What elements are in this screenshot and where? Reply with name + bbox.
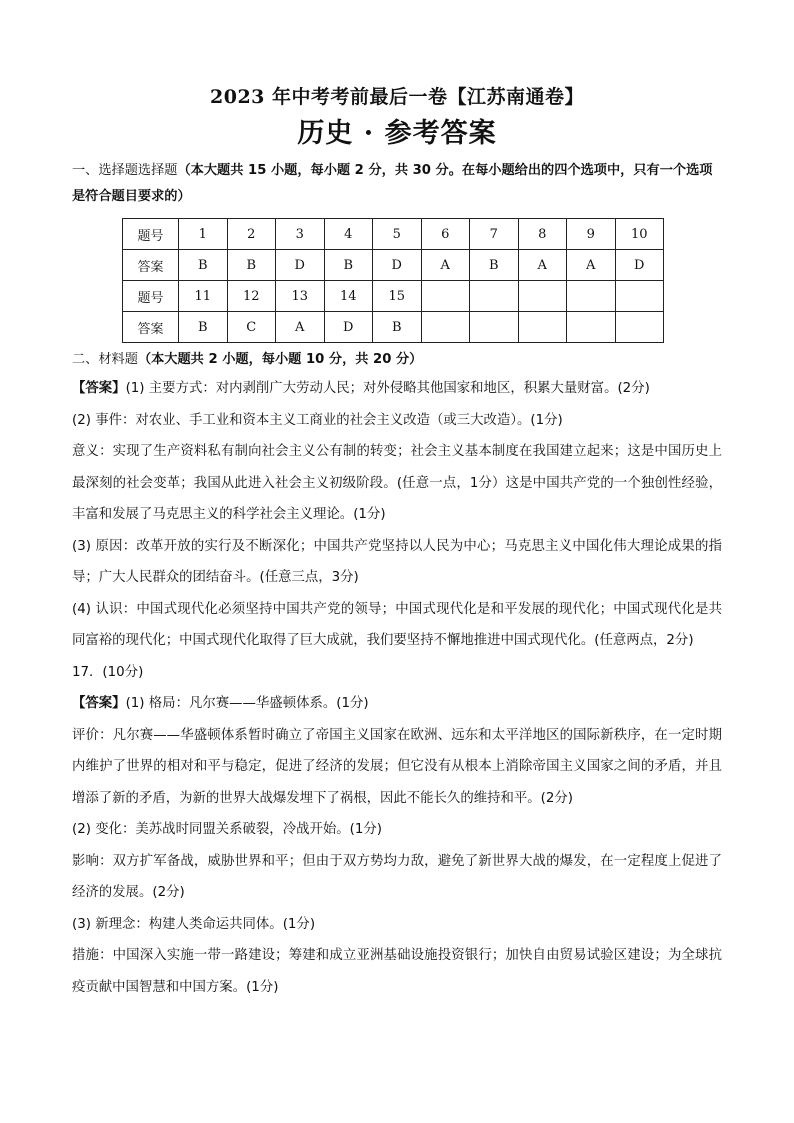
table-row [123,312,664,343]
q17-measures: 措施：中国深入实施一带一路建设；筹建和成立亚洲基础设施投资银行；加快自由贸易试验区建设；为全球抗疫贡献中国智慧和中国方案。(1分) [72,948,722,995]
table-row-header: 答案 [123,312,179,343]
table-cell: B [227,250,276,281]
section-two-instructions: （本大题共 2 小题，每小题 10 分，共 20 分） [137,352,423,367]
section-one-heading [72,158,722,210]
table-cell: 5 [373,219,422,250]
table-cell: A [276,312,325,343]
section-two-label: 二、材料题 [72,352,138,367]
q16-part4: (4) 认识：中国式现代化必须坚持中国共产党的领导；中国式现代化是和平发展的现代化；中国式现代化是共同富裕的现代化；中国式现代化取得了巨大成就，我们要坚持不懈地推进中国式现代化。(任意两点，2分) [72,601,722,648]
q16-part1 [72,373,722,405]
table-row-header: 答案 [123,250,179,281]
table-cell: 14 [324,281,373,312]
q17-part1 [72,688,722,720]
table-row [123,281,664,312]
table-cell [470,281,519,312]
table-cell: D [324,312,373,343]
table-cell: 15 [373,281,422,312]
table-cell [518,281,567,312]
table-cell [615,281,664,312]
table-row-header: 题号 [123,281,179,312]
table-cell: A [567,250,616,281]
q16-significance: 意义：实现了生产资料私有制向社会主义公有制的转变；社会主义基本制度在我国建立起来；这是中国历史上最深刻的社会变革；我国从此进入社会主义初级阶段。(任意一点，1分）这是中国共产党的一个独创性经验，丰富和发展了马克思主义的科学社会主义理论。(1分) [72,444,722,522]
table-cell: C [227,312,276,343]
q17-impact: 影响：双方扩军备战，威胁世界和平；但由于双方势均力敌，避免了新世界大战的爆发，在一定程度上促进了经济的发展。(2分) [72,853,722,900]
table-cell: D [615,250,664,281]
table-cell [567,312,616,343]
section-one-label: 一、选择题选择题 [72,163,178,178]
q16-part2: (2) 事件：对农业、手工业和资本主义工商业的社会主义改造（或三大改造）。(1分) [72,412,563,428]
table-cell: A [421,250,470,281]
table-row [123,219,664,250]
section-one-instructions: （本大题共 15 小题，每小题 2 分，共 30 分。在每小题给出的四个选项中，只有一个选项是符合题目要求的） [72,163,713,204]
answer-sheet-page [72,84,722,1003]
table-cell: B [373,312,422,343]
table-cell: 12 [227,281,276,312]
table-cell: 11 [179,281,228,312]
table-cell: B [179,312,228,343]
q17-evaluation: 评价：凡尔赛——华盛顿体系暂时确立了帝国主义国家在欧洲、远东和太平洋地区的国际新秩序，在一定时期内维护了世界的相对和平与稳定，促进了经济的发展；但它没有从根本上消除帝国主义国家之间的矛盾，并且增添了新的矛盾，为新的世界大战爆发埋下了祸根，因此不能长久的维持和平。(2分) [72,727,722,806]
table-row-header: 题号 [123,219,179,250]
table-cell: 9 [567,219,616,250]
q16-part3: (3) 原因：改革开放的实行及不断深化；中国共产党坚持以人民为中心；马克思主义中国化伟大理论成果的指导；广大人民群众的团结奋斗。(任意三点，3分) [72,538,722,585]
page-subtitle: 历史 · 参考答案 [297,118,497,149]
page-title: 2023 年中考考前最后一卷【江苏南通卷】 [210,86,584,108]
table-cell: B [179,250,228,281]
table-cell: 10 [615,219,664,250]
table-cell: 8 [518,219,567,250]
table-cell: D [373,250,422,281]
table-row [123,250,664,281]
answer-tag: 【答案】 [72,381,126,396]
table-cell: B [470,250,519,281]
section-two-heading [72,347,722,373]
table-cell [518,312,567,343]
table-cell: 1 [179,219,228,250]
table-cell: D [276,250,325,281]
q17-part1-text: (1) 格局：凡尔赛——华盛顿体系。(1分) [125,696,369,711]
q16-part1-text: (1) 主要方式：对内剥削广大劳动人民；对外侵略其他国家和地区，积累大量财富。(2分) [125,381,650,396]
table-cell: 2 [227,219,276,250]
answer-tag: 【答案】 [72,696,126,711]
table-cell: B [324,250,373,281]
q17-part3: (3) 新理念：构建人类命运共同体。(1分) [72,916,316,932]
table-cell [470,312,519,343]
table-cell [567,281,616,312]
table-cell [421,281,470,312]
table-cell: 6 [421,219,470,250]
table-cell: 7 [470,219,519,250]
table-cell: 13 [276,281,325,312]
table-cell: 3 [276,219,325,250]
answer-table [122,218,664,343]
table-cell [421,312,470,343]
q17-part2: (2) 变化：美苏战时同盟关系破裂，冷战开始。(1分) [72,822,383,837]
table-cell: 4 [324,219,373,250]
table-cell [615,312,664,343]
q17-label: 17．(10分) [72,664,144,680]
table-cell: A [518,250,567,281]
